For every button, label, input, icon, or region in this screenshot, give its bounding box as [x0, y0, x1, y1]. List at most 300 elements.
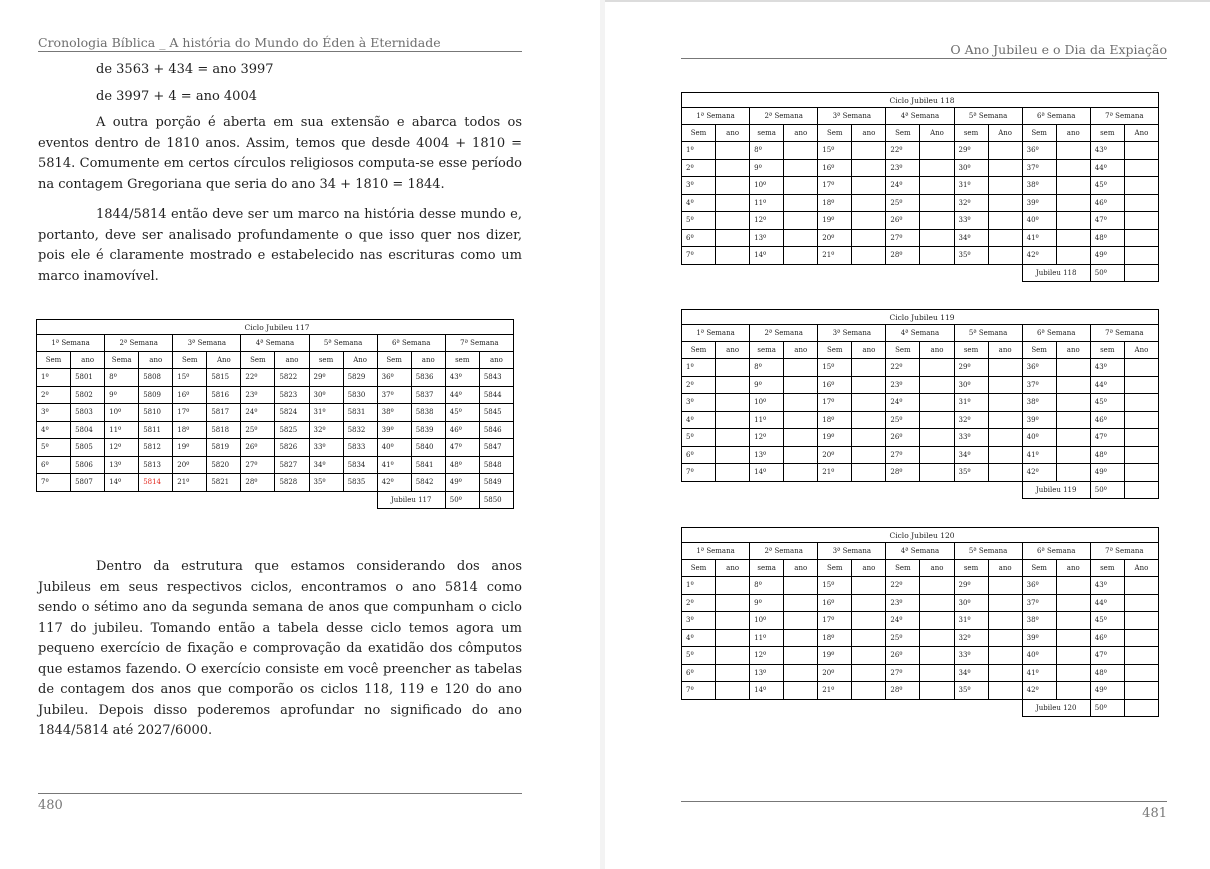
year-cell	[1056, 394, 1090, 412]
sub-header-row	[682, 342, 1159, 359]
year-cell: 5836	[411, 369, 445, 387]
year-cell	[716, 612, 750, 630]
week-number-cell: 22º	[886, 359, 920, 377]
year-cell	[920, 682, 954, 700]
column-header: ano	[784, 342, 818, 359]
week-number-cell: 43º	[1090, 577, 1124, 595]
week-number-cell: 33º	[309, 439, 343, 457]
week-number-cell: 25º	[886, 629, 920, 647]
week-number-cell: 2º	[682, 376, 716, 394]
year-cell	[784, 142, 818, 160]
year-cell	[852, 612, 886, 630]
week-number-cell: 40º	[1022, 212, 1056, 230]
year-cell	[1056, 577, 1090, 595]
year-cell	[716, 159, 750, 177]
week-number-cell: 14º	[750, 247, 784, 265]
column-header: ano	[716, 560, 750, 577]
year-cell	[852, 594, 886, 612]
year-cell: 5813	[139, 456, 173, 474]
week-number-cell: 15º	[818, 359, 852, 377]
year-cell	[920, 376, 954, 394]
year-cell	[1124, 577, 1158, 595]
jubilee-label: Jubileu 120	[1022, 699, 1090, 717]
year-cell: 5849	[479, 474, 513, 492]
year-cell	[988, 647, 1022, 665]
year-cell	[1056, 247, 1090, 265]
year-cell	[716, 682, 750, 700]
week-number-cell: 3º	[682, 177, 716, 195]
week-header-row	[682, 325, 1159, 342]
week-number-cell: 49º	[445, 474, 479, 492]
year-cell	[852, 159, 886, 177]
year-cell	[988, 359, 1022, 377]
week-number-cell: 3º	[682, 612, 716, 630]
year-cell	[852, 682, 886, 700]
column-header: Sem	[377, 352, 411, 369]
week-number-cell: 21º	[173, 474, 207, 492]
table-row	[682, 647, 1159, 665]
year-cell: 5808	[139, 369, 173, 387]
year-cell	[852, 464, 886, 482]
year-cell: 5803	[71, 404, 105, 422]
year-cell	[1056, 411, 1090, 429]
week-number-cell: 35º	[309, 474, 343, 492]
year-cell: 5810	[139, 404, 173, 422]
year-cell	[716, 376, 750, 394]
week-number-cell: 40º	[377, 439, 411, 457]
year-cell	[716, 212, 750, 230]
year-cell: 5817	[207, 404, 241, 422]
year-cell: 5844	[479, 386, 513, 404]
week-number-cell: 42º	[1022, 682, 1056, 700]
year-cell	[1056, 159, 1090, 177]
week-number-cell: 10º	[750, 177, 784, 195]
column-header: sem	[954, 125, 988, 142]
week-number-cell: 29º	[954, 577, 988, 595]
week-number-cell: 3º	[682, 394, 716, 412]
table-row	[682, 682, 1159, 700]
week-number-cell: 26º	[886, 212, 920, 230]
week-number-cell: 46º	[1090, 411, 1124, 429]
year-cell	[988, 142, 1022, 160]
week-number-cell: 27º	[886, 229, 920, 247]
week-number-cell: 1º	[37, 369, 71, 387]
table-row	[37, 474, 514, 492]
year-cell: 5848	[479, 456, 513, 474]
week-number-cell: 30º	[954, 376, 988, 394]
year-cell	[784, 212, 818, 230]
week-number-cell: 1º	[682, 142, 716, 160]
year-cell	[1124, 229, 1158, 247]
year-cell: 5822	[275, 369, 309, 387]
week-number-cell: 22º	[886, 577, 920, 595]
week-header: 4ª Semana	[886, 543, 954, 560]
jubilee-week-cell: 50º	[1090, 481, 1124, 499]
year-cell: 5814	[139, 474, 173, 492]
year-cell: 5815	[207, 369, 241, 387]
jubilee-row	[682, 699, 1159, 717]
year-cell	[716, 394, 750, 412]
week-number-cell: 30º	[954, 594, 988, 612]
year-cell	[920, 394, 954, 412]
week-number-cell: 5º	[682, 212, 716, 230]
jubilee-table-119	[681, 309, 1159, 499]
table-title-row	[682, 528, 1159, 543]
week-number-cell: 23º	[886, 594, 920, 612]
year-cell	[920, 577, 954, 595]
week-number-cell: 41º	[377, 456, 411, 474]
week-header-row	[682, 543, 1159, 560]
week-number-cell: 48º	[1090, 229, 1124, 247]
week-header: 7ª Semana	[1090, 543, 1158, 560]
week-number-cell: 36º	[377, 369, 411, 387]
week-header: 6ª Semana	[377, 335, 445, 352]
year-cell	[920, 229, 954, 247]
table-title-row	[682, 310, 1159, 325]
column-header: sem	[1090, 125, 1124, 142]
table-row	[682, 594, 1159, 612]
week-number-cell: 14º	[750, 464, 784, 482]
week-number-cell: 37º	[377, 386, 411, 404]
column-header: ano	[852, 342, 886, 359]
column-header: ano	[784, 125, 818, 142]
year-cell	[716, 647, 750, 665]
week-number-cell: 7º	[37, 474, 71, 492]
year-cell	[784, 612, 818, 630]
equation-line: de 3563 + 434 = ano 3997	[96, 62, 274, 77]
column-header: Sem	[1022, 342, 1056, 359]
week-number-cell: 24º	[886, 612, 920, 630]
week-number-cell: 9º	[750, 376, 784, 394]
sub-header-row	[682, 560, 1159, 577]
column-header: Sem	[886, 342, 920, 359]
week-number-cell: 20º	[173, 456, 207, 474]
week-number-cell: 11º	[750, 194, 784, 212]
year-cell	[784, 629, 818, 647]
column-header: Sem	[818, 560, 852, 577]
week-number-cell: 32º	[954, 629, 988, 647]
week-number-cell: 45º	[1090, 394, 1124, 412]
week-header: 7ª Semana	[1090, 108, 1158, 125]
table-row	[682, 429, 1159, 447]
year-cell	[716, 142, 750, 160]
year-cell	[988, 664, 1022, 682]
jubilee-year-cell	[1124, 264, 1158, 282]
jubilee-year-cell	[1124, 481, 1158, 499]
week-number-cell: 48º	[1090, 446, 1124, 464]
column-header: Sem	[1022, 125, 1056, 142]
year-cell	[784, 359, 818, 377]
week-number-cell: 45º	[1090, 177, 1124, 195]
year-cell	[988, 229, 1022, 247]
week-number-cell: 25º	[886, 194, 920, 212]
week-number-cell: 23º	[886, 159, 920, 177]
week-number-cell: 44º	[445, 386, 479, 404]
week-header: 7ª Semana	[445, 335, 513, 352]
year-cell	[1124, 359, 1158, 377]
week-number-cell: 24º	[886, 177, 920, 195]
week-number-cell: 44º	[1090, 159, 1124, 177]
year-cell	[988, 194, 1022, 212]
jubilee-row	[682, 481, 1159, 499]
jubilee-row-spacer	[682, 699, 1023, 717]
year-cell	[920, 594, 954, 612]
year-cell	[1124, 682, 1158, 700]
year-cell	[852, 229, 886, 247]
year-cell	[1056, 429, 1090, 447]
year-cell: 5837	[411, 386, 445, 404]
week-number-cell: 6º	[682, 664, 716, 682]
year-cell	[1124, 664, 1158, 682]
week-header: 6ª Semana	[1022, 108, 1090, 125]
year-cell	[784, 429, 818, 447]
week-number-cell: 38º	[1022, 394, 1056, 412]
week-number-cell: 32º	[954, 411, 988, 429]
column-header: Sem	[173, 352, 207, 369]
year-cell	[852, 577, 886, 595]
year-cell: 5833	[343, 439, 377, 457]
week-number-cell: 26º	[886, 647, 920, 665]
table-row	[682, 664, 1159, 682]
table-row	[682, 612, 1159, 630]
year-cell	[920, 142, 954, 160]
table-row	[682, 177, 1159, 195]
week-number-cell: 29º	[954, 142, 988, 160]
week-header: 5ª Semana	[954, 108, 1022, 125]
year-cell: 5807	[71, 474, 105, 492]
year-cell	[1124, 411, 1158, 429]
column-header: ano	[275, 352, 309, 369]
week-number-cell: 16º	[818, 376, 852, 394]
week-header: 1ª Semana	[682, 543, 750, 560]
week-number-cell: 38º	[1022, 177, 1056, 195]
year-cell: 5816	[207, 386, 241, 404]
year-cell	[852, 247, 886, 265]
column-header: ano	[852, 125, 886, 142]
table-row	[682, 446, 1159, 464]
year-cell: 5846	[479, 421, 513, 439]
year-cell	[988, 577, 1022, 595]
jubilee-table-120	[681, 527, 1159, 717]
year-cell	[1056, 682, 1090, 700]
week-number-cell: 47º	[1090, 647, 1124, 665]
week-number-cell: 36º	[1022, 142, 1056, 160]
week-number-cell: 49º	[1090, 247, 1124, 265]
year-cell	[1124, 194, 1158, 212]
week-number-cell: 2º	[682, 159, 716, 177]
year-cell: 5825	[275, 421, 309, 439]
week-number-cell: 38º	[377, 404, 411, 422]
week-number-cell: 46º	[1090, 194, 1124, 212]
week-header: 4ª Semana	[886, 325, 954, 342]
week-number-cell: 44º	[1090, 376, 1124, 394]
year-cell	[1124, 376, 1158, 394]
year-cell	[716, 194, 750, 212]
column-header: sem	[954, 342, 988, 359]
week-number-cell: 2º	[682, 594, 716, 612]
year-cell	[920, 247, 954, 265]
week-header: 2ª Semana	[750, 108, 818, 125]
week-header-row	[37, 335, 514, 352]
year-cell	[852, 394, 886, 412]
week-header: 4ª Semana	[886, 108, 954, 125]
week-number-cell: 6º	[682, 229, 716, 247]
week-number-cell: 19º	[818, 429, 852, 447]
table-row	[682, 229, 1159, 247]
week-number-cell: 22º	[241, 369, 275, 387]
jubilee-row	[37, 491, 514, 509]
week-number-cell: 42º	[377, 474, 411, 492]
year-cell	[784, 446, 818, 464]
year-cell	[784, 376, 818, 394]
week-number-cell: 28º	[886, 464, 920, 482]
year-cell: 5809	[139, 386, 173, 404]
week-number-cell: 31º	[954, 612, 988, 630]
column-header: Sem	[886, 125, 920, 142]
week-header: 5ª Semana	[954, 325, 1022, 342]
week-number-cell: 33º	[954, 429, 988, 447]
week-number-cell: 1º	[682, 577, 716, 595]
table-row	[37, 369, 514, 387]
year-cell: 5839	[411, 421, 445, 439]
week-number-cell: 25º	[241, 421, 275, 439]
week-number-cell: 39º	[1022, 411, 1056, 429]
table-row	[37, 456, 514, 474]
week-number-cell: 14º	[750, 682, 784, 700]
week-number-cell: 32º	[309, 421, 343, 439]
week-number-cell: 4º	[682, 629, 716, 647]
year-cell	[988, 629, 1022, 647]
year-cell	[1056, 629, 1090, 647]
week-number-cell: 40º	[1022, 429, 1056, 447]
year-cell	[716, 247, 750, 265]
column-header: Sem	[682, 125, 716, 142]
column-header: Ano	[207, 352, 241, 369]
year-cell: 5842	[411, 474, 445, 492]
year-cell	[716, 577, 750, 595]
year-cell	[920, 212, 954, 230]
week-number-cell: 41º	[1022, 446, 1056, 464]
year-cell	[1124, 212, 1158, 230]
sub-header-row	[37, 352, 514, 369]
week-number-cell: 46º	[1090, 629, 1124, 647]
week-header: 3ª Semana	[818, 108, 886, 125]
table-row	[37, 386, 514, 404]
year-cell: 5806	[71, 456, 105, 474]
year-cell	[988, 394, 1022, 412]
week-number-cell: 17º	[173, 404, 207, 422]
year-cell	[784, 247, 818, 265]
week-number-cell: 30º	[954, 159, 988, 177]
jubilee-label: Jubileu 118	[1022, 264, 1090, 282]
year-cell	[852, 429, 886, 447]
week-number-cell: 28º	[886, 682, 920, 700]
year-cell	[920, 194, 954, 212]
year-cell	[1056, 446, 1090, 464]
year-cell	[784, 177, 818, 195]
week-number-cell: 35º	[954, 247, 988, 265]
year-cell	[988, 594, 1022, 612]
week-header: 6ª Semana	[1022, 543, 1090, 560]
week-number-cell: 5º	[37, 439, 71, 457]
week-number-cell: 11º	[750, 411, 784, 429]
week-number-cell: 34º	[309, 456, 343, 474]
week-number-cell: 13º	[750, 229, 784, 247]
column-header: Ano	[1124, 342, 1158, 359]
week-number-cell: 31º	[954, 177, 988, 195]
year-cell	[920, 464, 954, 482]
week-number-cell: 7º	[682, 247, 716, 265]
year-cell	[1056, 647, 1090, 665]
year-cell	[1056, 212, 1090, 230]
week-header: 2ª Semana	[750, 543, 818, 560]
year-cell	[988, 464, 1022, 482]
week-header: 1ª Semana	[37, 335, 105, 352]
week-number-cell: 18º	[173, 421, 207, 439]
year-cell	[1056, 229, 1090, 247]
jubilee-label: Jubileu 119	[1022, 481, 1090, 499]
week-number-cell: 22º	[886, 142, 920, 160]
week-number-cell: 9º	[750, 159, 784, 177]
week-number-cell: 33º	[954, 647, 988, 665]
week-header: 5ª Semana	[954, 543, 1022, 560]
column-header: ano	[716, 342, 750, 359]
year-cell: 5820	[207, 456, 241, 474]
year-cell: 5818	[207, 421, 241, 439]
week-number-cell: 30º	[309, 386, 343, 404]
week-header: 7ª Semana	[1090, 325, 1158, 342]
year-cell	[1124, 464, 1158, 482]
year-cell	[716, 177, 750, 195]
year-cell	[852, 376, 886, 394]
year-cell: 5801	[71, 369, 105, 387]
year-cell: 5847	[479, 439, 513, 457]
week-number-cell: 18º	[818, 194, 852, 212]
year-cell: 5841	[411, 456, 445, 474]
week-number-cell: 21º	[818, 464, 852, 482]
table-row	[682, 394, 1159, 412]
week-number-cell: 12º	[750, 212, 784, 230]
week-number-cell: 43º	[1090, 142, 1124, 160]
column-header: ano	[411, 352, 445, 369]
year-cell	[852, 664, 886, 682]
week-number-cell: 13º	[750, 446, 784, 464]
table-row	[682, 464, 1159, 482]
year-cell: 5811	[139, 421, 173, 439]
column-header: Sem	[1022, 560, 1056, 577]
week-number-cell: 4º	[682, 194, 716, 212]
year-cell	[716, 229, 750, 247]
week-number-cell: 23º	[241, 386, 275, 404]
week-header: 3ª Semana	[818, 543, 886, 560]
week-number-cell: 4º	[682, 411, 716, 429]
year-cell	[1056, 612, 1090, 630]
year-cell: 5845	[479, 404, 513, 422]
year-cell	[716, 359, 750, 377]
column-header: ano	[920, 342, 954, 359]
week-number-cell: 6º	[37, 456, 71, 474]
week-number-cell: 19º	[173, 439, 207, 457]
year-cell: 5804	[71, 421, 105, 439]
column-header: ano	[479, 352, 513, 369]
week-number-cell: 41º	[1022, 664, 1056, 682]
column-header: ano	[71, 352, 105, 369]
week-number-cell: 18º	[818, 629, 852, 647]
column-header: Ano	[988, 125, 1022, 142]
week-number-cell: 38º	[1022, 612, 1056, 630]
table-title: Ciclo Jubileu 117	[37, 320, 514, 335]
paragraph: 1844/5814 então deve ser um marco na história desse mundo e, portanto, deve ser analisado profundamente o que isso quer nos dizer, pois ele é claramente mostrado e estabelecido nas escrituras como um marco inamovível.	[38, 207, 522, 284]
